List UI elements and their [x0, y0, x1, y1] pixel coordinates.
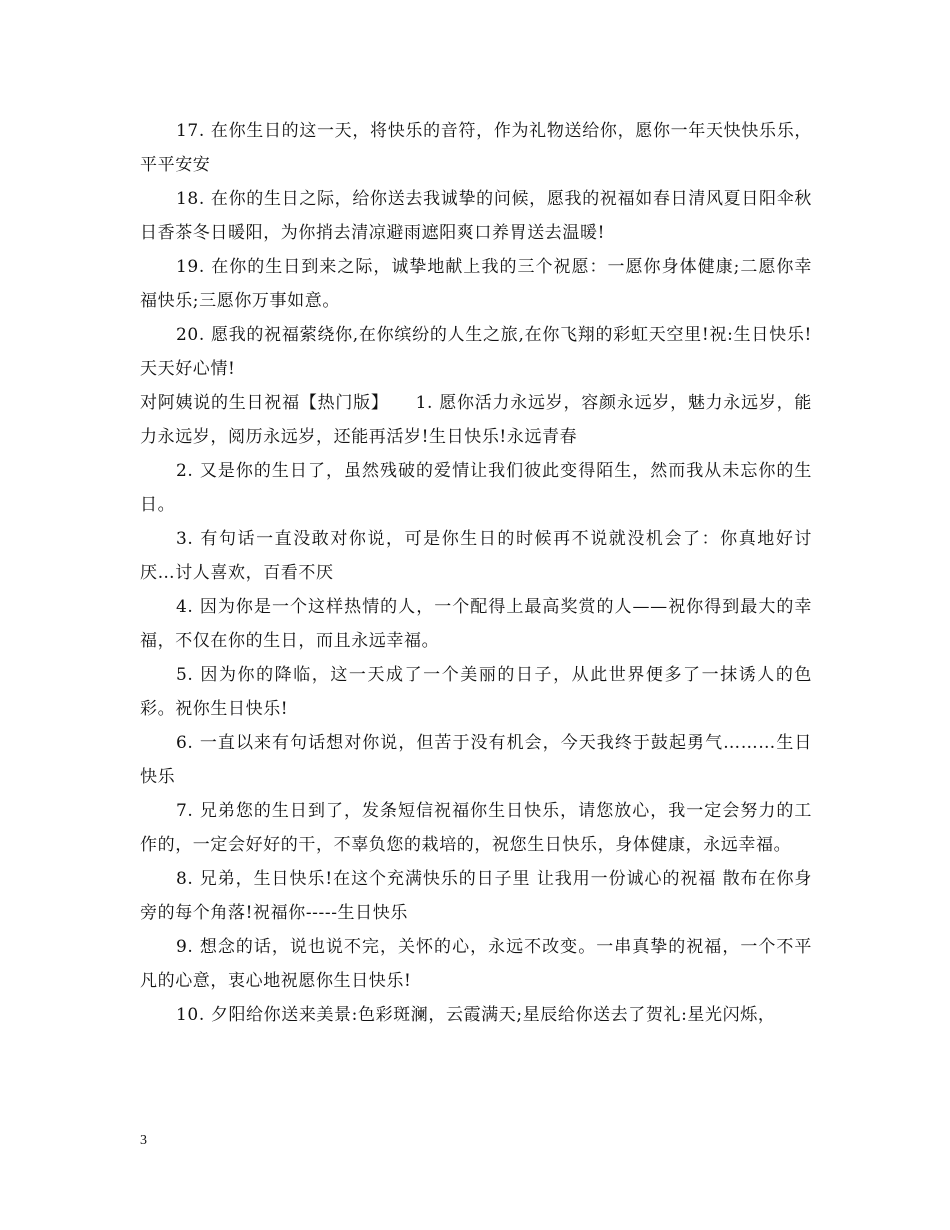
paragraph-5: 5. 因为你的降临，这一天成了一个美丽的日子，从此世界便多了一抹诱人的色彩。祝你生日快乐!	[140, 665, 812, 719]
page-number: 3	[140, 1133, 147, 1148]
paragraph-9: 9. 想念的话，说也说不完，关怀的心，永远不改变。一串真挚的祝福，一个不平凡的心意，衷心地祝愿你生日快乐!	[140, 937, 812, 991]
paragraph-8: 8. 兄弟，生日快乐!在这个充满快乐的日子里 让我用一份诚心的祝福 散布在你身旁的每个角落!祝福你-----生日快乐	[140, 869, 812, 923]
paragraph-2: 2. 又是你的生日了，虽然残破的爱情让我们彼此变得陌生，然而我从未忘你的生日。	[140, 461, 812, 515]
paragraph-19: 19. 在你的生日到来之际，诚挚地献上我的三个祝愿：一愿你身体健康;二愿你幸福快乐;三愿你万事如意。	[140, 257, 812, 311]
paragraph-7: 7. 兄弟您的生日到了，发条短信祝福你生日快乐，请您放心，我一定会努力的工作的，一定会好好的干，不辜负您的栽培的，祝您生日快乐，身体健康，永远幸福。	[140, 801, 812, 855]
paragraph-20: 20. 愿我的祝福萦绕你,在你缤纷的人生之旅,在你飞翔的彩虹天空里!祝:生日快乐!天天好心情!	[140, 325, 812, 379]
paragraph-10: 10. 夕阳给你送来美景:色彩斑澜，云霞满天;星辰给你送去了贺礼:星光闪烁，	[176, 1005, 776, 1025]
paragraph-4: 4. 因为你是一个这样热情的人，一个配得上最高奖赏的人——祝你得到最大的幸福，不仅在你的生日，而且永远幸福。	[140, 597, 812, 651]
paragraph-17: 17. 在你生日的这一天，将快乐的音符，作为礼物送给你，愿你一年天快快乐乐，平平安安	[140, 121, 812, 175]
paragraph-6: 6. 一直以来有句话想对你说，但苦于没有机会，今天我终于鼓起勇气………生日快乐	[140, 733, 812, 787]
paragraph-3: 3. 有句话一直没敢对你说，可是你生日的时候再不说就没机会了：你真地好讨厌…讨人喜欢，百看不厌	[140, 529, 812, 583]
document-body	[140, 114, 812, 1032]
paragraph-18: 18. 在你的生日之际，给你送去我诚挚的问候，愿我的祝福如春日清风夏日阳伞秋日香茶冬日暖阳，为你捎去清凉避雨遮阳爽口养胃送去温暖!	[140, 189, 812, 243]
section-heading-paragraph: 对阿姨说的生日祝福【热门版】 1. 愿你活力永远岁，容颜永远岁，魅力永远岁，能力永远岁，阅历永远岁，还能再活岁!生日快乐!永远青春	[140, 393, 812, 447]
